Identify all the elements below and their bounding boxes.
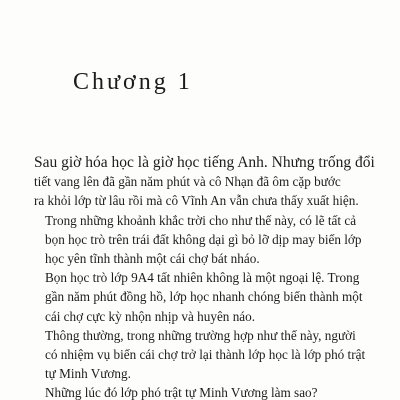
paragraph [34,383,372,400]
paragraph [34,211,372,269]
text-line: ra khỏi lớp từ lâu rồi mà cô Vĩnh An vẫn chưa thấy xuất hiện. [34,193,359,209]
chapter-title: Chương 1 [73,69,193,95]
text-line: có nhiệm vụ biến cái chợ trở lại thành lớp học là lớp phó trật [45,347,366,363]
text-line: Trong những khoảnh khắc trời cho như thế này, có lẽ tất cả [45,212,357,228]
text-line: tự Minh Vương. [45,366,131,382]
text-line: cái chợ cực kỳ nhộn nhịp và huyên náo. [45,308,256,324]
paragraph [34,326,372,384]
paragraph [34,268,372,326]
text-line: Sau giờ hóa học là giờ học tiếng Anh. Nhưng trống đổi [34,154,375,171]
text-line: Những lúc đó lớp phó trật tự Minh Vương làm sao? [45,385,318,400]
text-line: tiết vang lên đã gần năm phút và cô Nhạn đã ôm cặp bước [34,174,341,190]
text-line: Bọn học trò lớp 9A4 tất nhiên không là một ngoại lệ. Trong [45,270,360,286]
text-line: học yên tĩnh thành một cái chợ bát nháo. [45,251,260,267]
text-line: gần năm phút đồng hồ, lớp học nhanh chóng biến thành một [45,289,363,305]
text-line: Thông thường, trong những trường hợp như thế này, người [45,327,356,343]
chapter-body [34,153,375,400]
paragraph [34,153,375,211]
text-line: bọn học trò trên trái đất không dại gì bỏ lỡ dịp may biến lớp [45,231,362,247]
